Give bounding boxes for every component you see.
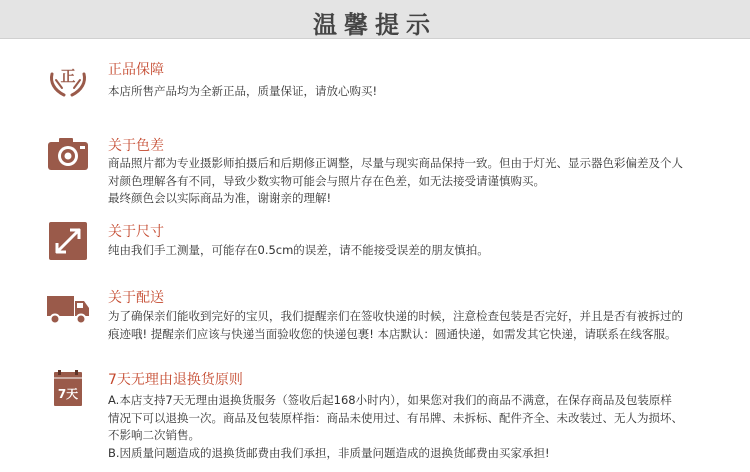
section-title: 关于尺寸 — [108, 224, 164, 240]
genuine-hands-icon — [46, 60, 90, 98]
section-title: 关于色差 — [108, 138, 164, 154]
body-line: 为了确保亲们能收到完好的宝贝，我们提醒亲们在签收快递的时候，注意检查包装是否完好，并且是否有被拆过的 — [108, 309, 683, 323]
svg-text:正: 正 — [60, 67, 76, 85]
body-line: 不影响二次销售。 — [108, 428, 200, 442]
section-body — [108, 308, 738, 343]
body-line: 纯由我们手工测量，可能存在0.5cm的误差，请不能接受误差的朋友慎拍。 — [108, 243, 489, 257]
section-title: 关于配送 — [108, 290, 164, 306]
section-body — [108, 83, 738, 101]
section-body — [108, 242, 738, 260]
body-line: 最终颜色会以实际商品为准，谢谢亲的理解! — [108, 191, 332, 205]
body-line: A.本店支持7天无理由退换货服务（签收后起168小时内），如果您对我们的商品不满意，在保存商品及包装原样 — [108, 393, 672, 407]
camera-icon — [46, 136, 90, 174]
section-body — [108, 392, 738, 462]
section-body — [108, 155, 738, 208]
body-line: 情况下可以退换一次。商品及包装原样指：商品未使用过、有吊牌、未拆标、配件齐全、未改装过、无人为损坏、 — [108, 410, 683, 425]
measure-arrow-icon — [46, 222, 90, 260]
body-line: 痕迹哦! 提醒亲们应该与快递当面验收您的快递包裹! 本店默认：圆通快递，如需发其它快递，请联系在线客服。 — [108, 326, 677, 341]
body-line: B.因质量问题造成的退换货邮费由我们承担，非质量问题造成的退换货邮费由买家承担! — [108, 445, 550, 460]
section-title: 正品保障 — [108, 62, 164, 78]
delivery-truck-icon — [44, 288, 92, 326]
body-line: 商品照片都为专业摄影师拍摄后和后期修正调整，尽量与现实商品保持一致。但由于灯光、显示器色彩偏差及个人 — [108, 156, 683, 170]
header-banner — [0, 0, 750, 39]
body-line: 对颜色理解各有不同，导致少数实物可能会与照片存在色差，如无法接受请谨慎购买。 — [108, 173, 545, 188]
section-title: 7天无理由退换货原则 — [108, 372, 243, 388]
body-line: 本店所售产品均为全新正品，质量保证，请放心购买! — [108, 84, 378, 98]
page-title: 温馨提示 — [313, 11, 437, 39]
svg-text:7天: 7天 — [57, 387, 79, 401]
seven-day-calendar-icon — [46, 370, 90, 408]
